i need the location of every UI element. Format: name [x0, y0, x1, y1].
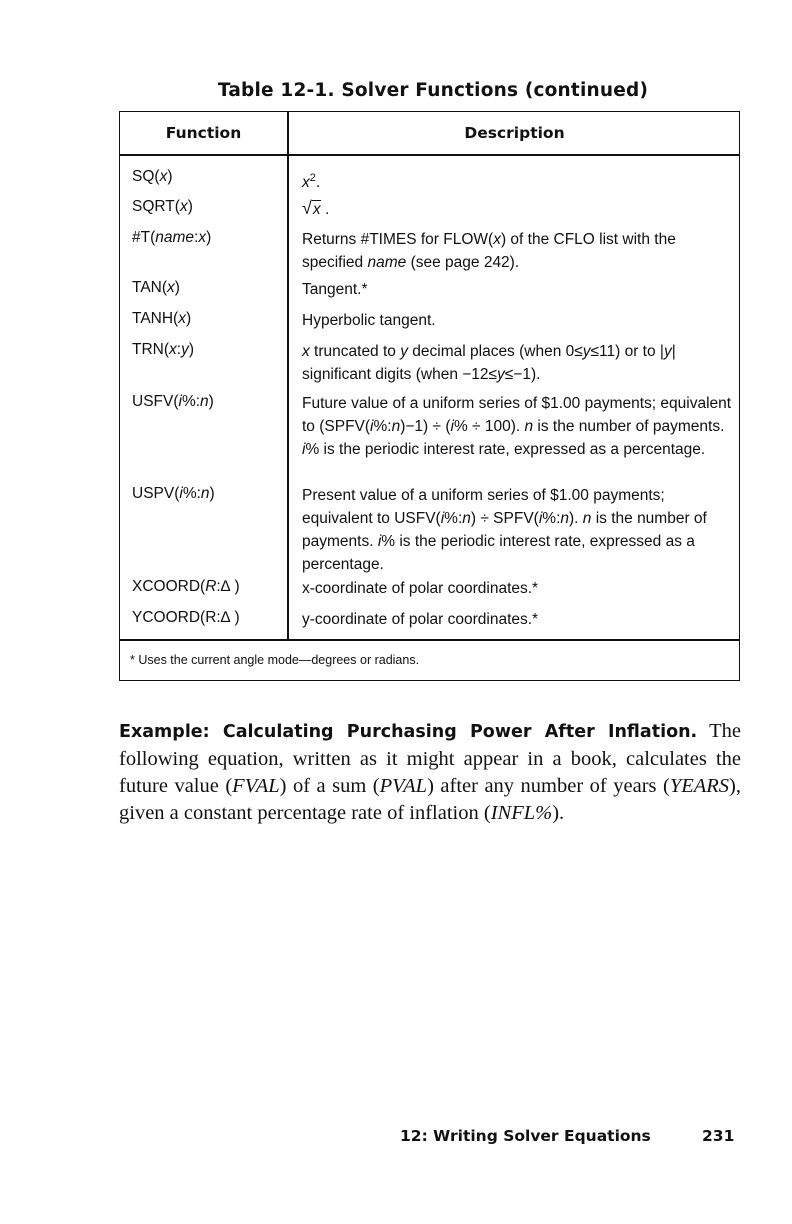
function-name: USFV(i%:n) [132, 393, 214, 410]
function-description [302, 577, 732, 600]
function-name: #T(name:x) [132, 229, 212, 246]
column-divider [287, 112, 289, 639]
function-description: Returns #TIMES for FLOW(x) of the CFLO list with the specified name (see page 242). [302, 231, 676, 271]
function-description-text: y-coordinate of polar coordinates.* [302, 611, 539, 628]
function-name: TANH(x) [132, 310, 192, 327]
function-name: USPV(i%:n) [132, 485, 215, 502]
function-description: $x^2$. [302, 172, 321, 192]
function-name: SQRT(x) [132, 198, 193, 215]
function-description: Hyperbolic tangent. [302, 312, 436, 329]
function-name [132, 609, 240, 627]
function-name: TRN(x:y) [132, 341, 195, 358]
function-description: Tangent.* [302, 281, 368, 298]
page-number: 231 [702, 1127, 735, 1145]
function-description: √x . [302, 198, 330, 218]
solver-functions-table [119, 111, 740, 681]
example-heading: Example: Calculating Purchasing Power After Inflation. [119, 722, 698, 742]
function-name: XCOORD(R:∆ ) [132, 578, 240, 595]
function-name: SQ(x) [132, 168, 173, 185]
example-body-text: The following equation, written as it might appear in a book, calculates the future value (FVAL) of a sum (PVAL) after any number of years (YEARS), given a constant percentage rate of inflation (INFL%). [119, 720, 741, 824]
footnote-rule [120, 639, 739, 641]
function-description: x truncated to y decimal places (when 0≤y≤11) or to |y| significant digits (when −12≤y≤−1). [302, 343, 676, 383]
function-description: Present value of a uniform series of $1.00 payments; equivalent to USFV(i%:n) ÷ SPFV(i%:n). n is the number of payments. i% is the periodic interest rate, expressed as a percentage. [302, 487, 707, 573]
header-rule [120, 154, 739, 156]
function-description [302, 608, 732, 631]
table-title: Table 12-1. Solver Functions (continued) [217, 80, 649, 101]
table-footnote: * Uses the current angle mode—degrees or radians. [130, 653, 420, 667]
column-header-function: Function [165, 124, 242, 142]
function-description-text: x-coordinate of polar coordinates.* [302, 580, 539, 597]
chapter-footer: 12: Writing Solver Equations [400, 1127, 651, 1145]
function-name: TAN(x) [132, 279, 180, 296]
function-name-text: YCOORD(R:∆ ) [132, 609, 240, 626]
example-paragraph [119, 718, 741, 827]
function-description: Future value of a uniform series of $1.00 payments; equivalent to (SPFV(i%:n)−1) ÷ (i% ÷ 100). n is the number of payments. i% is the periodic interest rate, expressed as a percentage. [302, 395, 732, 458]
column-header-description: Description [464, 124, 565, 142]
